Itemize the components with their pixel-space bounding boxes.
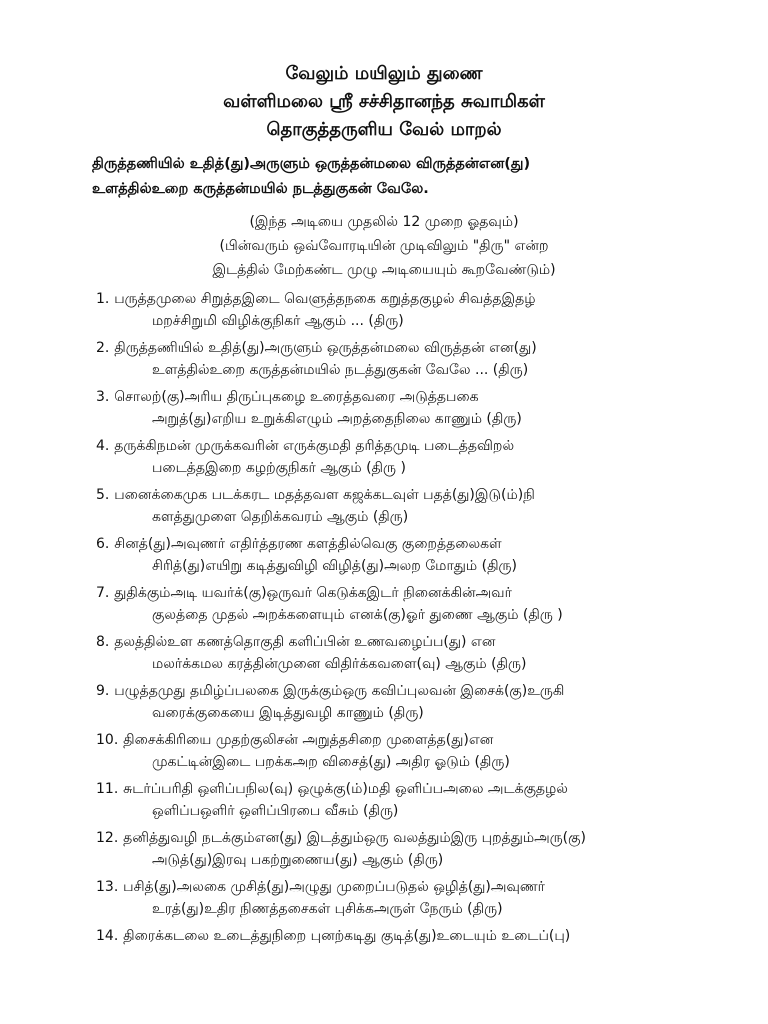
title-line-2: வள்ளிமலை ஸ்ரீ சச்சிதானந்த சுவாமிகள் [223, 91, 545, 112]
verse-line-1 [0, 386, 744, 408]
invocation-line-1: திருத்தணியில் உதித்(து)அருளும் ஒருத்தன்மலை விருத்தன்என(து) [92, 156, 531, 172]
verse-9 [0, 680, 744, 724]
verse-line-2: உரத்(து)உதிர நிணத்தசைகள் புசிக்கஅருள் நேரும் (திரு) [152, 901, 503, 917]
verse-line-1 [0, 582, 744, 604]
verse-number: 14. [96, 928, 119, 944]
verse-line-1 [0, 680, 744, 702]
verse-number: 9. [96, 683, 110, 699]
verse-line-2: மலர்க்கமல கரத்தின்முனை விதிர்க்கவளை(வு) ஆகும் (திரு) [152, 656, 527, 672]
verse-number: 8. [96, 634, 110, 650]
verse-number: 2. [96, 340, 110, 356]
verse-line-1 [0, 729, 744, 751]
verse-line-1 [0, 288, 744, 310]
verse-text: தலத்தில்உள கணத்தொகுதி களிப்பின் உணவழைப்ப(து) என [114, 634, 496, 650]
verse-line-2: மறச்சிறுமி விழிக்குநிகர் ஆகும் ... (திரு) [152, 313, 404, 329]
instruction-line: (இந்த அடியை முதலில் 12 முறை ஓதவும்) [249, 214, 519, 230]
verse-line-1 [0, 533, 744, 555]
verse-number: 13. [96, 879, 119, 895]
title-block [0, 60, 744, 144]
verse-line-2: உளத்தில்உறை கருத்தன்மயில் நடத்துகுகன் வேலே ... (திரு) [152, 362, 529, 378]
verse-7 [0, 582, 744, 626]
verse-8 [0, 631, 744, 675]
verse-line-1 [0, 435, 744, 457]
verse-3 [0, 386, 744, 430]
invocation-verse [0, 152, 744, 202]
verse-number: 7. [96, 585, 110, 601]
verse-line-2: அறுத்(து)எறிய உறுக்கிஎழும் அறத்தைநிலை காணும் (திரு) [152, 411, 522, 427]
verse-10 [0, 729, 744, 773]
verse-4 [0, 435, 744, 479]
verse-text: சினத்(து)அவுணர் எதிர்த்தரண களத்தில்வெகு குறைத்தலைகள் [114, 536, 502, 552]
verse-line-1 [0, 631, 744, 653]
verse-number: 11. [96, 781, 119, 797]
verse-line-1 [0, 876, 744, 898]
verse-line-2: சிரித்(து)எயிறு கடித்துவிழி விழித்(து)அலற மோதும் (திரு) [152, 558, 517, 574]
verse-13 [0, 876, 744, 920]
verse-line-1 [0, 925, 744, 947]
verse-text: பசித்(து)அலகை முசித்(து)அழுது முறைப்படுதல் ஒழித்(து)அவுணர் [123, 879, 545, 895]
verse-line-2: களத்துமுளை தெறிக்கவரம் ஆகும் (திரு) [152, 509, 409, 525]
verse-text: திசைக்கிரியை முதற்குலிசன் அறுத்தசிறை முளைத்த(து)என [123, 732, 494, 748]
verse-line-2: குலத்தை முதல் அறக்களையும் எனக்(கு)ஓர் துணை ஆகும் (திரு ) [152, 607, 563, 623]
verse-line-2: முகட்டின்இடை பறக்கஅற விசைத்(து) அதிர ஓடும் (திரு) [152, 754, 510, 770]
verse-list [0, 288, 744, 947]
verse-text: திருத்தணியில் உதித்(து)அருளும் ஒருத்தன்மலை விருத்தன் என(து) [114, 340, 537, 356]
verse-text: பனைக்கைமுக படக்கரட மதத்தவள கஜக்கடவுள் பதத்(து)இடு(ம்)நி [114, 487, 535, 503]
verse-line-1 [0, 778, 744, 800]
verse-line-1 [0, 484, 744, 506]
instructions-note [0, 210, 744, 282]
verse-text: சுடர்ப்பரிதி ஒளிப்பநில(வு) ஒழுக்கு(ம்)மதி ஒளிப்பஅலை அடக்குதழல் [123, 781, 568, 797]
verse-6 [0, 533, 744, 577]
verse-text: தனித்துவழி நடக்கும்என(து) இடத்தும்ஒரு வலத்தும்இரு புறத்தும்அரு(கு) [123, 830, 586, 846]
verse-text: திரைக்கடலை உடைத்துநிறை புனற்கடிது குடித்(து)உடையும் உடைப்(பு) [123, 928, 571, 944]
verse-line-2: அடுத்(து)இரவு பகற்றுணைய(து) ஆகும் (திரு) [152, 852, 444, 868]
verse-line-1 [0, 337, 744, 359]
verse-number: 4. [96, 438, 110, 454]
verse-1 [0, 288, 744, 332]
verse-number: 12. [96, 830, 119, 846]
title-line-3: தொகுத்தருளிய வேல் மாறல் [266, 119, 502, 140]
verse-text: பருத்தமுலை சிறுத்தஇடை வெளுத்தநகை கறுத்தகுழல் சிவத்தஇதழ் [114, 291, 536, 307]
verse-number: 10. [96, 732, 119, 748]
instruction-line: இடத்தில் மேற்கண்ட முழு அடியையும் கூறவேண்டும்) [212, 262, 556, 278]
verse-number: 5. [96, 487, 110, 503]
verse-5 [0, 484, 744, 528]
invocation-line-2: உளத்தில்உறை கருத்தன்மயில் நடத்துகுகன் வேலே. [92, 181, 429, 197]
verse-text: துதிக்கும்அடி யவர்க்(கு)ஒருவர் கெடுக்கஇடர் நினைக்கின்அவர் [114, 585, 512, 601]
verse-text: சொலற்(கு)அரிய திருப்புகழை உரைத்தவரை அடுத்தபகை [114, 389, 479, 405]
verse-text: தருக்கிநமன் முருக்கவரின் எருக்குமதி தரித்தமுடி படைத்தவிறல் [114, 438, 515, 454]
verse-number: 1. [96, 291, 110, 307]
verse-number: 3. [96, 389, 110, 405]
verse-line-2: வரைக்குகையை இடித்துவழி காணும் (திரு) [152, 705, 424, 721]
verse-2 [0, 337, 744, 381]
instruction-line: (பின்வரும் ஒவ்வோரடியின் முடிவிலும் "திரு" என்ற [219, 238, 549, 254]
verse-text: பழுத்தமுது தமிழ்ப்பலகை இருக்கும்ஒரு கவிப்புலவன் இசைக்(கு)உருகி [114, 683, 565, 699]
verse-number: 6. [96, 536, 110, 552]
verse-11 [0, 778, 744, 822]
verse-line-1 [0, 827, 744, 849]
verse-line-2: படைத்தஇறை கழற்குநிகர் ஆகும் (திரு ) [152, 460, 406, 476]
verse-12 [0, 827, 744, 871]
verse-14 [0, 925, 744, 947]
title-line-1: வேலும் மயிலும் துணை [285, 63, 483, 84]
verse-line-2: ஒளிப்பஒளிர் ஒளிப்பிரபை வீசும் (திரு) [152, 803, 399, 819]
